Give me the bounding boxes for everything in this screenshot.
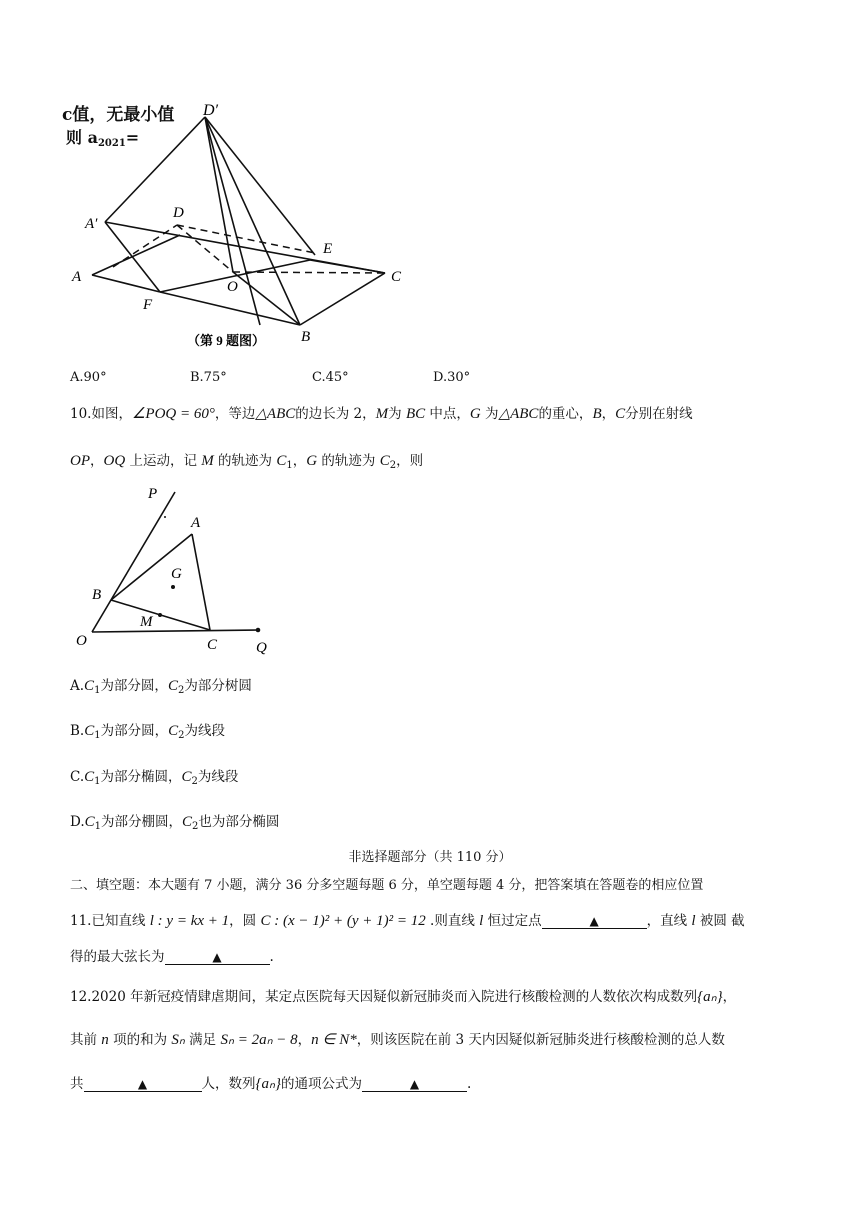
q12-line2: 其前 n 项的和为 Sₙ 满足 Sₙ = 2aₙ − 8，n ∈ N*，则该医院在前 3 天内因疑似新冠肺炎进行核酸检测的总人数 (70, 1032, 725, 1048)
q9-option-b: B.75° (190, 370, 227, 385)
answer-blank-11b[interactable]: ▲ (165, 950, 270, 965)
q9-option-d: D.30° (433, 370, 471, 385)
answer-blank-12b[interactable]: ▲ (362, 1077, 467, 1092)
q12-line3: 共 ▲ 人，数列{aₙ}的通项公式为 ▲ . (70, 1076, 472, 1092)
q9-option-a: A.90° (70, 370, 107, 385)
label-b-10: B (92, 587, 102, 603)
section-instructions: 二、填空题：本大题有 7 小题，满分 36 分多空题每题 6 分，单空题每题 4 分，把答案填在答题卷的相应位置 (70, 878, 704, 893)
q10-option-c: $C.C_1$为部分椭圆，$C_2$为线段 (70, 769, 239, 787)
cropped-header-line2: 则 a2021= (66, 128, 140, 149)
q10-option-b: $B.C_1$为部分圆，$C_2$为线段 (70, 723, 225, 741)
label-a-10: A (191, 515, 201, 531)
label-a: A (72, 269, 82, 285)
label-c-10: C (207, 637, 218, 653)
label-d-prime: D′ (203, 102, 219, 119)
q10-option-d: $D.C_1$为部分棚圆，$C_2$也为部分椭圆 (70, 814, 280, 832)
label-e: E (323, 241, 333, 257)
figure-10 (70, 482, 290, 662)
q12-line1: 12.2020 年新冠疫情肆虐期间，某定点医院每天因疑似新冠肺炎而入院进行核酸检测的人数依次构成数列{aₙ}， (70, 989, 737, 1005)
q10-option-a: $A.C_1$为部分圆，$C_2$为部分树圆 (70, 678, 252, 696)
label-o: O (227, 279, 238, 295)
q10-line2: OP，OQ 上运动，记 M 的轨迹为 $C_1$，G 的轨迹为 $C_2$，则 (70, 453, 424, 471)
answer-blank-11a[interactable]: ▲ (542, 914, 647, 929)
q11-line1: 11.已知直线 l : y = kx + 1，圆 C : (x − 1)² + (y + 1)² = 12 .则直线 l 恒过定点 ▲ ，直线 l 被圆 截 (70, 913, 745, 929)
label-d: D (173, 205, 184, 221)
cropped-header-line1: c值，无最小值 (62, 105, 175, 125)
label-b: B (301, 329, 311, 345)
label-p: P (148, 486, 158, 502)
label-g: G (171, 566, 182, 582)
q11-line2: 得的最大弦长为 ▲ . (70, 949, 274, 965)
section-title: 非选择题部分（共 110 分） (348, 850, 512, 865)
label-q: Q (256, 640, 267, 656)
label-a-prime: A′ (85, 216, 98, 232)
answer-blank-12a[interactable]: ▲ (84, 1077, 202, 1092)
q10-line1: 10.如图，∠POQ = 60°，等边△ABC的边长为 2，M为 BC 中点，G 为△ABC的重心，B，C分别在射线 (70, 406, 693, 422)
label-o-10: O (76, 633, 87, 649)
label-f: F (143, 297, 153, 313)
label-c: C (391, 269, 402, 285)
figure-9-caption: （第 9 题图） (187, 333, 266, 348)
label-m: M (140, 614, 153, 630)
q9-option-c: C.45° (312, 370, 349, 385)
